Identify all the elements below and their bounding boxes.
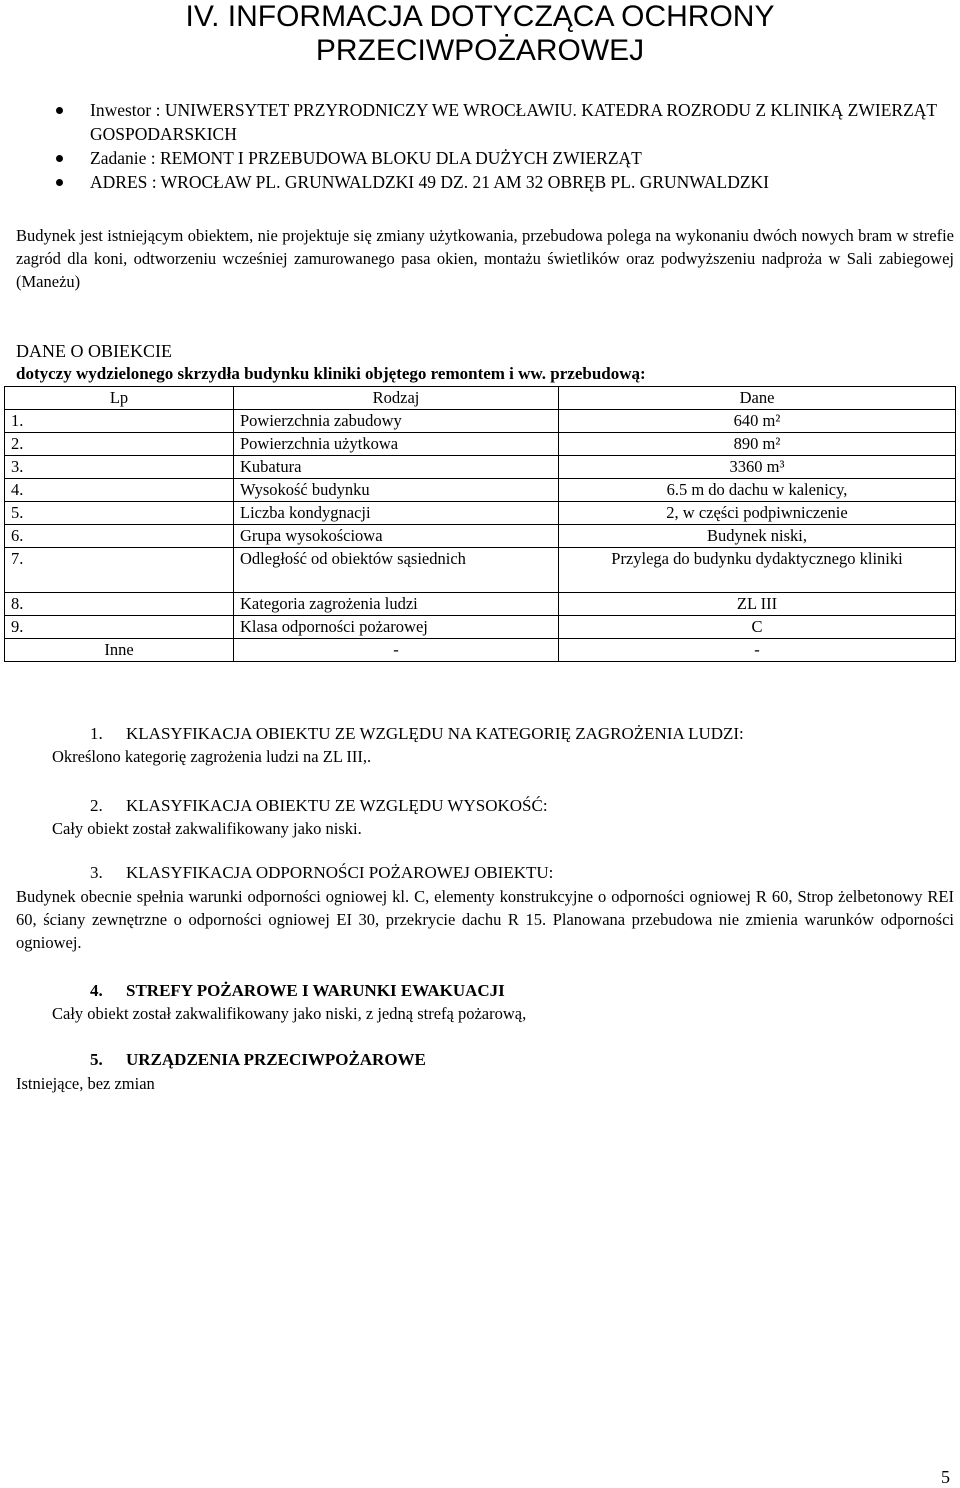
cell-rodzaj: Powierzchnia użytkowa [234, 433, 559, 456]
section-title: KLASYFIKACJA OBIEKTU ZE WZGLĘDU WYSOKOŚĆ: [126, 796, 548, 815]
table-row [5, 593, 956, 616]
section-4-heading [90, 980, 505, 1002]
cell-lp: 5. [5, 502, 234, 525]
cell-lp: 8. [5, 593, 234, 616]
dane-subtitle: dotyczy wydzielonego skrzydła budynku kliniki objętego remontem i ww. przebudową: [16, 364, 646, 383]
cell-rodzaj: Powierzchnia zabudowy [234, 410, 559, 433]
table-row [5, 525, 956, 548]
section-4-body: Cały obiekt został zakwalifikowany jako niski, z jedną strefą pożarową, [52, 1004, 527, 1023]
table-row [5, 456, 956, 479]
cell-dane: 6.5 m do dachu w kalenicy, [559, 479, 956, 502]
list-item: ADRES : WROCŁAW PL. GRUNWALDZKI 49 DZ. 21 AM 32 OBRĘB PL. GRUNWALDZKI [56, 170, 956, 194]
table-row [5, 616, 956, 639]
cell-lp: Inne [5, 639, 234, 662]
column-header-rodzaj: Rodzaj [234, 387, 559, 410]
cell-rodzaj: Odległość od obiektów sąsiednich [234, 548, 559, 593]
section-title: KLASYFIKACJA ODPORNOŚCI POŻAROWEJ OBIEKTU: [126, 863, 554, 882]
section-title: STREFY POŻAROWE I WARUNKI EWAKUACJI [126, 981, 505, 1000]
project-info-list [56, 98, 956, 194]
section-title: URZĄDZENIA PRZECIWPOŻAROWE [126, 1050, 426, 1069]
bullet-icon [56, 155, 63, 162]
section-1-heading [90, 723, 744, 745]
section-number: 5. [90, 1050, 103, 1069]
dane-title: DANE O OBIEKCIE [16, 341, 172, 361]
page-heading-line2: PRZECIWPOŻAROWEJ [315, 34, 645, 67]
table-row [5, 433, 956, 456]
building-data-table [4, 386, 956, 662]
cell-rodzaj: Kubatura [234, 456, 559, 479]
section-2-heading [90, 795, 548, 817]
cell-lp: 9. [5, 616, 234, 639]
cell-rodzaj: Kategoria zagrożenia ludzi [234, 593, 559, 616]
cell-dane: 640 m² [559, 410, 956, 433]
bullet-icon [56, 107, 63, 114]
section-number: 3. [90, 863, 103, 882]
cell-rodzaj: Liczba kondygnacji [234, 502, 559, 525]
intro-paragraph: Budynek jest istniejącym obiektem, nie projektuje się zmiany użytkowania, przebudowa polega na wykonaniu dwóch nowych bram w strefie zagród dla koni, odtworzeniu wcześniej zamurowanego pasa okien, montażu świetlików oraz podwyższeniu nadproża w Sali zabiegowej (Maneżu) [16, 226, 954, 291]
cell-lp: 4. [5, 479, 234, 502]
cell-dane: 3360 m³ [559, 456, 956, 479]
list-item: Zadanie : REMONT I PRZEBUDOWA BLOKU DLA DUŻYCH ZWIERZĄT [56, 146, 956, 170]
page-number: 5 [941, 1467, 950, 1487]
table-row [5, 502, 956, 525]
section-3-heading [90, 862, 553, 884]
column-header-lp: Lp [5, 387, 234, 410]
cell-rodzaj: - [234, 639, 559, 662]
section-number: 4. [90, 981, 103, 1000]
section-number: 2. [90, 796, 103, 815]
section-3-body: Budynek obecnie spełnia warunki odporności ogniowej kl. C, elementy konstrukcyjne o odporności ogniowej R 60, Strop żelbetonowy REI 60, ściany zewnętrzne o odporności ogniowej EI 30, przekrycie dachu R 15. Planowana przebudowa nie zmienia warunków odporności ogniowej. [16, 887, 954, 952]
section-5-body: Istniejące, bez zmian [16, 1074, 155, 1093]
bullet-icon [56, 179, 63, 186]
cell-dane: Budynek niski, [559, 525, 956, 548]
cell-lp: 2. [5, 433, 234, 456]
table-header-row [5, 387, 956, 410]
cell-dane: Przylega do budynku dydaktycznego kliniki [559, 548, 956, 593]
cell-dane: - [559, 639, 956, 662]
list-item: Inwestor : UNIWERSYTET PRZYRODNICZY WE WROCŁAWIU. KATEDRA ROZRODU Z KLINIKĄ ZWIERZĄT GOSPODARSKICH [56, 98, 956, 146]
cell-lp: 1. [5, 410, 234, 433]
table-row [5, 548, 956, 593]
cell-dane: ZL III [559, 593, 956, 616]
table-row [5, 410, 956, 433]
column-header-dane: Dane [559, 387, 956, 410]
cell-lp: 7. [5, 548, 234, 593]
cell-rodzaj: Grupa wysokościowa [234, 525, 559, 548]
cell-lp: 3. [5, 456, 234, 479]
section-2-body: Cały obiekt został zakwalifikowany jako niski. [52, 819, 362, 838]
table-row [5, 639, 956, 662]
page-heading-line1: IV. INFORMACJA DOTYCZĄCA OCHRONY [185, 0, 775, 33]
table-row [5, 479, 956, 502]
cell-dane: 890 m² [559, 433, 956, 456]
cell-rodzaj: Klasa odporności pożarowej [234, 616, 559, 639]
cell-dane: 2, w części podpiwniczenie [559, 502, 956, 525]
cell-rodzaj: Wysokość budynku [234, 479, 559, 502]
section-5-heading [90, 1049, 426, 1071]
section-1-body: Określono kategorię zagrożenia ludzi na ZL III,. [52, 747, 372, 766]
section-title: KLASYFIKACJA OBIEKTU ZE WZGLĘDU NA KATEGORIĘ ZAGROŻENIA LUDZI: [126, 724, 744, 743]
cell-dane: C [559, 616, 956, 639]
section-number: 1. [90, 724, 103, 743]
cell-lp: 6. [5, 525, 234, 548]
